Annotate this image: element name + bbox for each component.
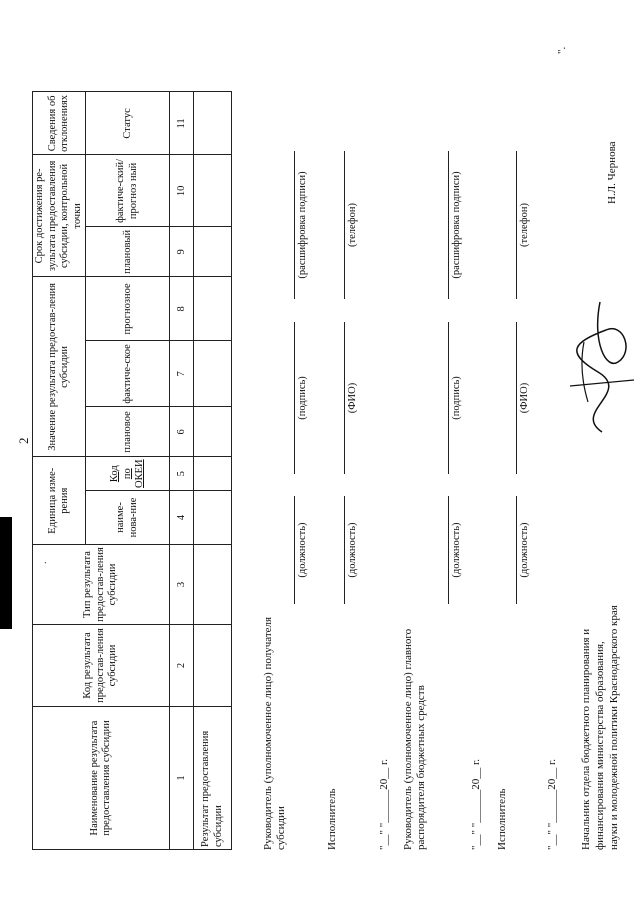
- col-number: 5: [170, 457, 194, 491]
- line-position-4: [516, 496, 517, 604]
- table-cell: [194, 457, 232, 491]
- signer-title-line: финансирования министерства образования,: [593, 641, 606, 850]
- caption-phone: (телефон): [347, 203, 358, 247]
- line-position-3: [448, 496, 449, 604]
- header-value-forecast: прогнозное: [86, 277, 170, 341]
- col-number: 3: [170, 545, 194, 625]
- table-cell: [194, 341, 232, 407]
- date-line-3: "__" "______20__ г.: [546, 759, 558, 850]
- caption-position: (должность): [519, 522, 530, 578]
- caption-signature: (подпись): [297, 376, 308, 420]
- manager-head-label: Руководитель (уполномоченное лицо) главного распорядителя бюджетных средств: [402, 628, 428, 850]
- table-cell: [194, 227, 232, 277]
- header-deviation-status: Статус: [86, 92, 170, 155]
- line-fio-1: [344, 322, 345, 474]
- col-number: 11: [170, 92, 194, 155]
- col-number: 10: [170, 155, 194, 227]
- caption-decoding: (расшифровка подписи): [297, 171, 308, 279]
- header-unit-name: наиме-нова-ние: [86, 491, 170, 545]
- table-cell: [194, 491, 232, 545]
- page-number: 2: [16, 437, 31, 444]
- signer-title: [580, 390, 621, 850]
- col-number: 4: [170, 491, 194, 545]
- table-cell: [194, 407, 232, 457]
- header-unit-okei: Код по ОКЕИ: [86, 457, 170, 491]
- col-number: 7: [170, 341, 194, 407]
- col-number: 6: [170, 407, 194, 457]
- redaction-bar: [0, 517, 12, 629]
- signer-name: Н.Л. Чернова: [606, 141, 618, 204]
- header-unit: Единица изме-рения: [33, 457, 86, 545]
- caption-position: (должность): [297, 522, 308, 578]
- caption-fio: (ФИО): [347, 382, 358, 414]
- line-position-1: [294, 496, 295, 604]
- col-number: 9: [170, 227, 194, 277]
- recipient-head-label: Руководитель (уполномоченное лицо) получателя субсидии: [262, 616, 288, 850]
- col-number: 8: [170, 277, 194, 341]
- row-result-label: Результат предоставления субсидии: [194, 707, 232, 850]
- header-type: Тип результата предостав-ления субсидии: [33, 545, 170, 625]
- col-number: 1: [170, 707, 194, 850]
- line-phone-2: [516, 151, 517, 299]
- col-number: 2: [170, 625, 194, 707]
- caption-decoding: (расшифровка подписи): [451, 171, 462, 279]
- signer-title-line: Начальник отдела бюджетного планирования и: [580, 628, 592, 850]
- header-term-plan: плановый: [86, 227, 170, 277]
- header-value: Значение результата предостав-ления субсидии: [33, 277, 86, 457]
- caption-fio: (ФИО): [519, 382, 530, 414]
- line-signature-2: [448, 322, 449, 474]
- table-cell: [194, 625, 232, 707]
- line-decoding-1: [294, 151, 295, 299]
- trailing-quote: ".: [556, 46, 568, 54]
- signer-title-line: науки и молодежной политики Краснодарского края: [607, 605, 620, 850]
- table-cell: [194, 277, 232, 341]
- line-decoding-2: [448, 151, 449, 299]
- header-value-fact: фактиче-ское: [86, 341, 170, 407]
- line-signature-1: [294, 322, 295, 474]
- header-value-plan: плановое: [86, 407, 170, 457]
- header-deviations: Сведения об отклонениях: [33, 92, 86, 155]
- header-code: Код результата предостав-ления субсидии: [33, 625, 170, 707]
- header-name: Наименование результата предоставления субсидии: [33, 707, 170, 850]
- speck: .: [38, 561, 49, 564]
- line-fio-2: [516, 322, 517, 474]
- caption-position: (должность): [347, 522, 358, 578]
- date-line-2: "__" "______20__ г.: [470, 759, 482, 850]
- executor-label: Исполнитель: [496, 788, 508, 850]
- table-cell: [194, 92, 232, 155]
- header-term-fact: фактиче-ский/прогноз ный: [86, 155, 170, 227]
- line-position-2: [344, 496, 345, 604]
- table-cell: [194, 545, 232, 625]
- date-line-1: "__" "______20__ г.: [378, 759, 390, 850]
- header-term: Срок достижения ре-зультата предоставления субсидии, контрольной точки: [33, 155, 86, 277]
- caption-phone: (телефон): [519, 203, 530, 247]
- table-cell: [194, 155, 232, 227]
- caption-position: (должность): [451, 522, 462, 578]
- executor-label: Исполнитель: [326, 788, 338, 850]
- line-phone-1: [344, 151, 345, 299]
- caption-signature: (подпись): [451, 376, 462, 420]
- results-table: [32, 91, 232, 850]
